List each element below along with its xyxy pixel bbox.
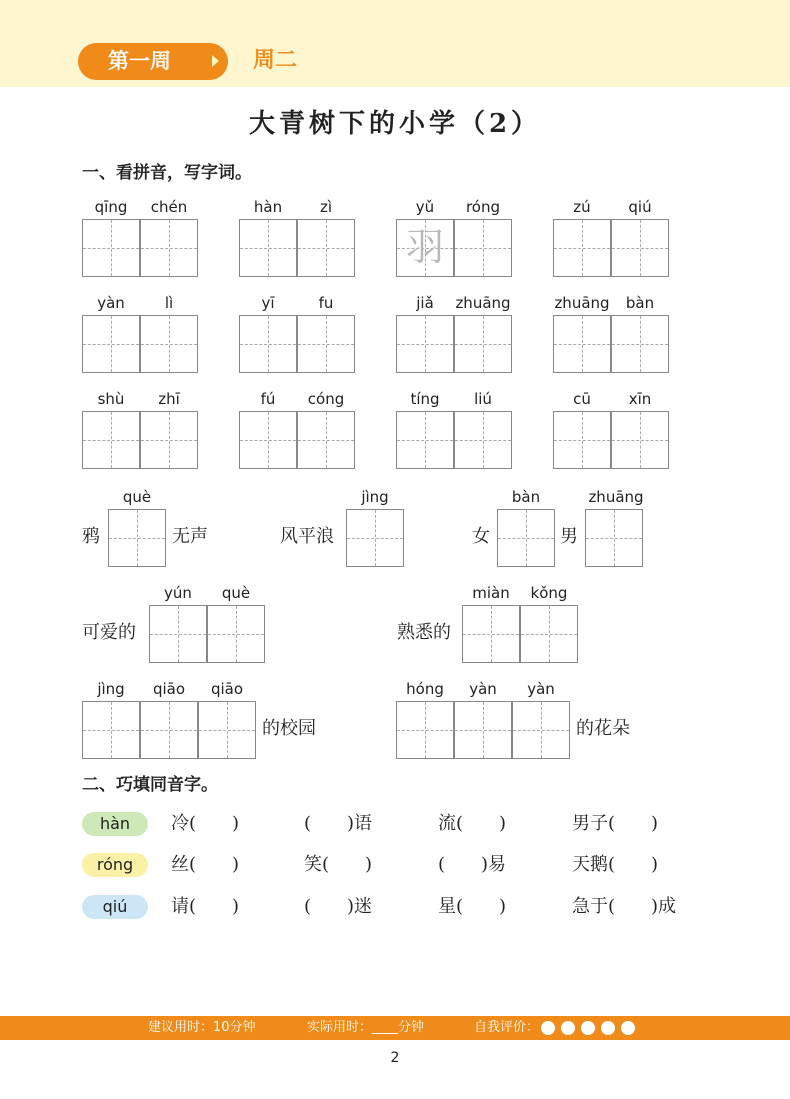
pinyin-label: liú — [474, 390, 492, 408]
writing-box[interactable] — [239, 219, 297, 277]
week-label: 第一周 — [78, 43, 228, 80]
pinyin-label: zhuāng — [455, 294, 511, 312]
writing-box[interactable] — [198, 701, 256, 759]
word-text: 男 — [560, 526, 578, 547]
pinyin-label: yǔ — [415, 198, 435, 216]
writing-box[interactable] — [553, 219, 611, 277]
writing-box[interactable] — [82, 219, 140, 277]
fill-blank-item[interactable]: ( )语 — [304, 813, 373, 834]
pinyin-label: xīn — [628, 390, 652, 408]
pinyin-label: róng — [465, 198, 501, 216]
pinyin-label: yàn — [97, 294, 125, 312]
pinyin-label: bàn — [511, 488, 541, 506]
writing-box[interactable] — [611, 411, 669, 469]
writing-box[interactable] — [512, 701, 570, 759]
flower-rating-icon[interactable] — [621, 1021, 635, 1035]
pinyin-label: yī — [261, 294, 275, 312]
writing-box[interactable] — [520, 605, 578, 663]
fill-blank-item[interactable]: ( )易 — [438, 854, 507, 875]
word-text: 可爱的 — [82, 622, 136, 643]
writing-box[interactable] — [149, 605, 207, 663]
fill-blank-item[interactable]: 流( ) — [438, 813, 507, 834]
word-text: 风平浪 — [280, 526, 334, 547]
writing-box[interactable] — [396, 315, 454, 373]
actual-time: 实际用时：____分钟 — [307, 1020, 425, 1035]
writing-box[interactable] — [297, 219, 355, 277]
pinyin-badge: hàn — [82, 812, 148, 836]
flower-rating-icon[interactable] — [581, 1021, 595, 1035]
pinyin-label: yàn — [527, 680, 555, 698]
pinyin-label: cóng — [307, 390, 345, 408]
writing-box[interactable] — [140, 219, 198, 277]
writing-box[interactable] — [108, 509, 166, 567]
section-heading-1: 一、看拼音，写字词。 — [82, 163, 252, 183]
word-text: 女 — [472, 526, 490, 547]
writing-box[interactable] — [585, 509, 643, 567]
fill-blank-item[interactable]: 星( ) — [438, 896, 507, 917]
pinyin-label: chén — [150, 198, 188, 216]
flower-rating-icon[interactable] — [561, 1021, 575, 1035]
pinyin-label: jìng — [361, 488, 389, 506]
pinyin-label: jiǎ — [416, 294, 434, 312]
pinyin-label: tíng — [410, 390, 440, 408]
pinyin-label: qiāo — [210, 680, 244, 698]
hint-character: 羽 — [405, 225, 444, 269]
pinyin-badge: róng — [82, 853, 148, 877]
writing-box[interactable] — [454, 219, 512, 277]
writing-box[interactable] — [297, 315, 355, 373]
writing-box[interactable] — [462, 605, 520, 663]
fill-blank-item[interactable]: ( )迷 — [304, 896, 373, 917]
pinyin-label: fu — [318, 294, 334, 312]
writing-box[interactable] — [611, 219, 669, 277]
pinyin-label: yàn — [469, 680, 497, 698]
writing-box[interactable] — [553, 411, 611, 469]
word-text: 熟悉的 — [397, 622, 451, 643]
writing-box[interactable] — [140, 701, 198, 759]
pinyin-label: hóng — [406, 680, 444, 698]
pinyin-label: hàn — [253, 198, 283, 216]
pinyin-label: cū — [573, 390, 591, 408]
word-text: 的花朵 — [576, 718, 630, 739]
fill-blank-item[interactable]: 急于( )成 — [572, 896, 677, 917]
page-title: 大青树下的小学（2） — [248, 109, 542, 139]
word-text: 无声 — [172, 526, 208, 547]
writing-box[interactable] — [497, 509, 555, 567]
writing-box[interactable] — [82, 315, 140, 373]
pinyin-label: qiāo — [152, 680, 186, 698]
writing-box[interactable] — [82, 701, 140, 759]
writing-box[interactable] — [611, 315, 669, 373]
writing-box[interactable] — [82, 411, 140, 469]
writing-box[interactable] — [239, 315, 297, 373]
fill-blank-item[interactable]: 天鹅( ) — [572, 854, 659, 875]
pinyin-label: zhuāng — [588, 488, 644, 506]
day-label: 周二 — [253, 48, 298, 73]
suggested-time: 建议用时：10分钟 — [148, 1020, 256, 1035]
self-evaluation-label: 自我评价： — [474, 1020, 540, 1035]
page-number: 2 — [390, 1050, 400, 1066]
pinyin-label: zì — [319, 198, 333, 216]
fill-blank-item[interactable]: 请( ) — [171, 896, 240, 917]
pinyin-label: què — [221, 584, 251, 602]
pinyin-label: shù — [97, 390, 125, 408]
writing-box[interactable] — [396, 411, 454, 469]
pinyin-label: miàn — [472, 584, 510, 602]
fill-blank-item[interactable]: 丝( ) — [171, 854, 240, 875]
pinyin-label: kǒng — [530, 584, 568, 602]
writing-box[interactable] — [454, 315, 512, 373]
writing-box[interactable] — [297, 411, 355, 469]
pinyin-label: fú — [260, 390, 276, 408]
pinyin-label: bàn — [625, 294, 655, 312]
word-text: 鸦 — [82, 526, 100, 547]
fill-blank-item[interactable]: 冷( ) — [171, 813, 240, 834]
flower-rating-icon[interactable] — [541, 1021, 555, 1035]
writing-box[interactable] — [454, 701, 512, 759]
pinyin-label: zú — [573, 198, 591, 216]
pinyin-label: yún — [164, 584, 192, 602]
pinyin-label: zhuāng — [554, 294, 610, 312]
pinyin-label: què — [122, 488, 152, 506]
writing-box[interactable] — [346, 509, 404, 567]
writing-box[interactable] — [454, 411, 512, 469]
writing-box[interactable] — [207, 605, 265, 663]
pinyin-label: jìng — [97, 680, 125, 698]
writing-box[interactable] — [553, 315, 611, 373]
fill-blank-item[interactable]: 笑( ) — [304, 854, 373, 875]
section-heading-2: 二、巧填同音字。 — [82, 775, 218, 795]
pinyin-badge: qiú — [82, 895, 148, 919]
pinyin-label: qiú — [628, 198, 652, 216]
writing-box[interactable] — [239, 411, 297, 469]
writing-box[interactable] — [140, 411, 198, 469]
flower-rating-icon[interactable] — [601, 1021, 615, 1035]
pinyin-label: qīng — [94, 198, 128, 216]
arrow-right-icon — [212, 55, 219, 67]
pinyin-label: lì — [164, 294, 174, 312]
writing-box[interactable] — [140, 315, 198, 373]
word-text: 的校园 — [262, 718, 316, 739]
writing-box[interactable] — [396, 701, 454, 759]
pinyin-label: zhī — [158, 390, 180, 408]
fill-blank-item[interactable]: 男子( ) — [572, 813, 659, 834]
